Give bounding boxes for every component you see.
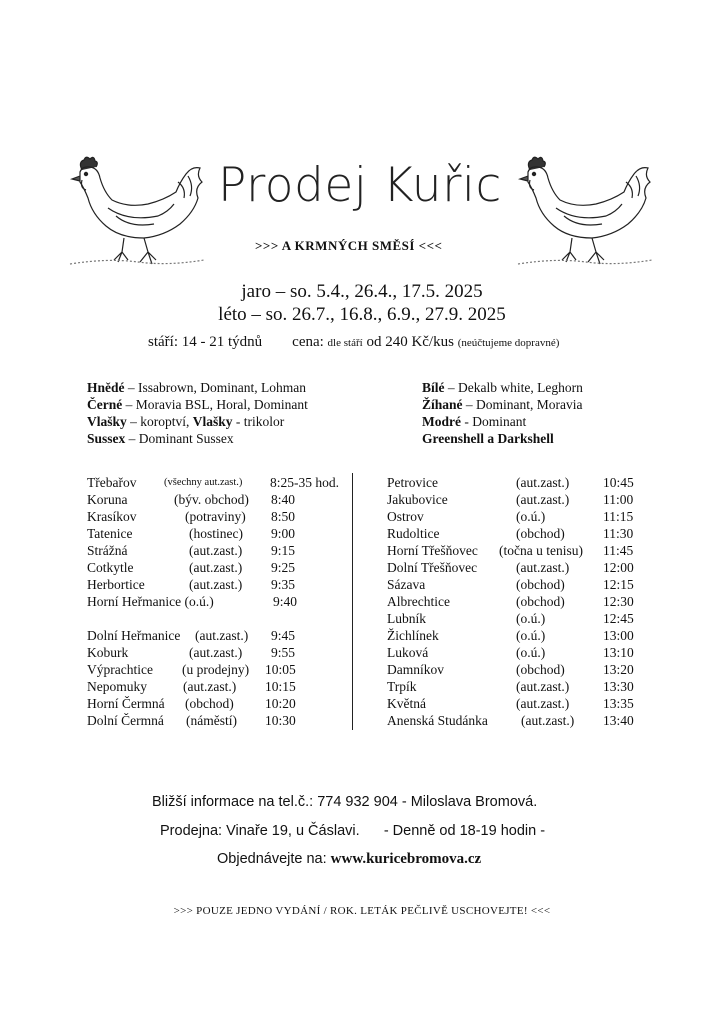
breed-line: Sussex – Dominant Sussex (87, 431, 234, 446)
price-value: od 240 Kč/kus (366, 334, 454, 350)
breed-line: Černé – Moravia BSL, Horal, Dominant (87, 397, 308, 412)
age-label: stáří: 14 - 21 týdnů (148, 334, 263, 350)
info-line: Bližší informace na tel.č.: 774 932 904 - Miloslava Bromová. (152, 794, 538, 810)
schedule-divider (352, 473, 353, 730)
opening-hours: - Denně od 18-19 hodin - (383, 823, 546, 839)
order-line (217, 851, 481, 868)
breed-line: Žíhané – Dominant, Moravia (422, 397, 583, 412)
season-summer: léto – so. 26.7., 16.8., 6.9., 27.9. 2025 (218, 304, 506, 325)
website-link[interactable]: www.kuricebromova.cz (330, 851, 482, 867)
age-price-line (148, 334, 559, 351)
price-label: cena: (292, 334, 324, 350)
breed-line: Vlašky – koroptví, Vlašky - trikolor (87, 414, 285, 429)
price-prefix: dle stáří (327, 337, 363, 349)
breeds-left (87, 379, 308, 447)
order-label: Objednávejte na: (217, 851, 327, 867)
shop-hours-line (160, 823, 545, 839)
hen-illustration-right (516, 152, 656, 272)
breed-line: Hnědé – Issabrown, Dominant, Lohman (87, 380, 306, 395)
page-title: Prodej Kuřic (218, 158, 502, 213)
subtitle: >>> A KRMNÝCH SMĚSÍ <<< (255, 238, 443, 253)
breed-line: Modré - Dominant (422, 414, 527, 429)
season-spring: jaro – so. 5.4., 26.4., 17.5. 2025 (241, 281, 483, 302)
breed-line: Bílé – Dekalb white, Leghorn (422, 380, 583, 395)
price-note: (neúčtujeme dopravné) (457, 337, 560, 349)
shop-address: Prodejna: Vinaře 19, u Čáslavi. (160, 823, 360, 839)
hen-illustration-left (68, 152, 208, 272)
breeds-right (422, 379, 583, 447)
breed-line: Greenshell a Darkshell (422, 431, 554, 446)
bottom-note: >>> POUZE JEDNO VYDÁNÍ / ROK. LETÁK PEČLIVĚ USCHOVEJTE! <<< (173, 905, 551, 917)
